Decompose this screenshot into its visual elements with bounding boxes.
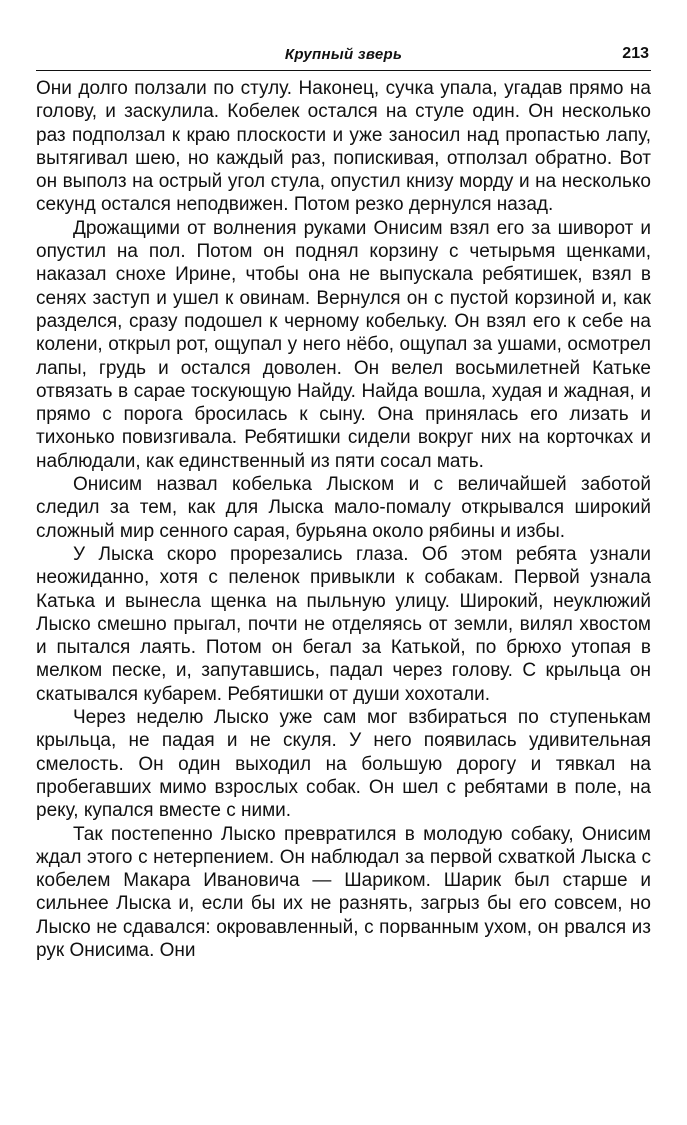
paragraph-4: У Лыска скоро прорезались глаза. Об этом ребята узнали неожиданно, хотя с пеленок привыкли к собакам. Первой узнала Катька и вынесла щенка на пыльную улицу. Широкий, неуклюжий Лыско смешно прыгал, почти не отделяясь от земли, вилял хвостом и пытался лаять. Потом он бегал за Катькой, по брюхо утопая в мелком песке, и, запутавшись, падал через голову. С крыльца он скатывался кубарем. Ребятишки от души хохотали. [36, 543, 651, 705]
running-header [36, 44, 651, 71]
body-text [36, 77, 651, 962]
paragraph-3: Онисим назвал кобелька Лыском и с величайшей заботой следил за тем, как для Лыска мало-помалу открывался широкий сложный мир сенного сарая, бурьяна около рябины и избы. [36, 474, 651, 542]
paragraph-5: Через неделю Лыско уже сам мог взбираться по ступенькам крыльца, не падая и не скуля. У него появилась удивительная смелость. Он один выходил на большую дорогу и тявкал на пробегавших мимо взрослых собак. Он шел с ребятами в поле, на реку, купался вместе с ними. [36, 707, 651, 822]
paragraph-2: Дрожащими от волнения руками Онисим взял его за шиворот и опустил на пол. Потом он поднял корзину с четырьмя щенками, наказал снохе Ирине, чтобы она не выпускала ребятишек, взял в сенях заступ и ушел к овинам. Вернулся он с пустой корзиной и, как разделся, сразу подошел к черному кобельку. Он взял его к себе на колени, открыл рот, ощупал у него нёбо, ощупал за ушами, осмотрел лапы, грудь и остался доволен. Он велел восьмилетней Катьке отвязать в сарае тоскующую Найду. Найда вошла, худая и жадная, и прямо с порога бросилась к сыну. Она принялась его лизать и тихонько повизгивала. Ребятишки сидели вокруг них на корточках и наблюдали, как единственный из пяти сосал мать. [36, 217, 651, 472]
paragraph-6: Так постепенно Лыско превратился в молодую собаку, Онисим ждал этого с нетерпением. Он наблюдал за первой схваткой Лыска с кобелем Макара Ивановича — Шариком. Шарик был старше и сильнее Лыска и, если бы их не разнять, загрыз бы его совсем, но Лыско не сдавался: окровавленный, с порванным ухом, он рвался из рук Онисима. Они [36, 823, 651, 961]
book-page [36, 44, 651, 962]
page-number: 213 [622, 45, 649, 62]
running-title: Крупный зверь [284, 46, 403, 63]
paragraph-1: Они долго ползали по стулу. Наконец, сучка упала, угадав прямо на голову, и заскулила. Кобелек остался на стуле один. Он несколько раз подползал к краю плоскости и уже заносил над пропастью лапу, вытягивал шею, но каждый раз, попискивая, отползал обратно. Вот он выполз на острый угол стула, опустил книзу морду и на несколько секунд остался неподвижен. Потом резко дернулся назад. [36, 78, 651, 216]
